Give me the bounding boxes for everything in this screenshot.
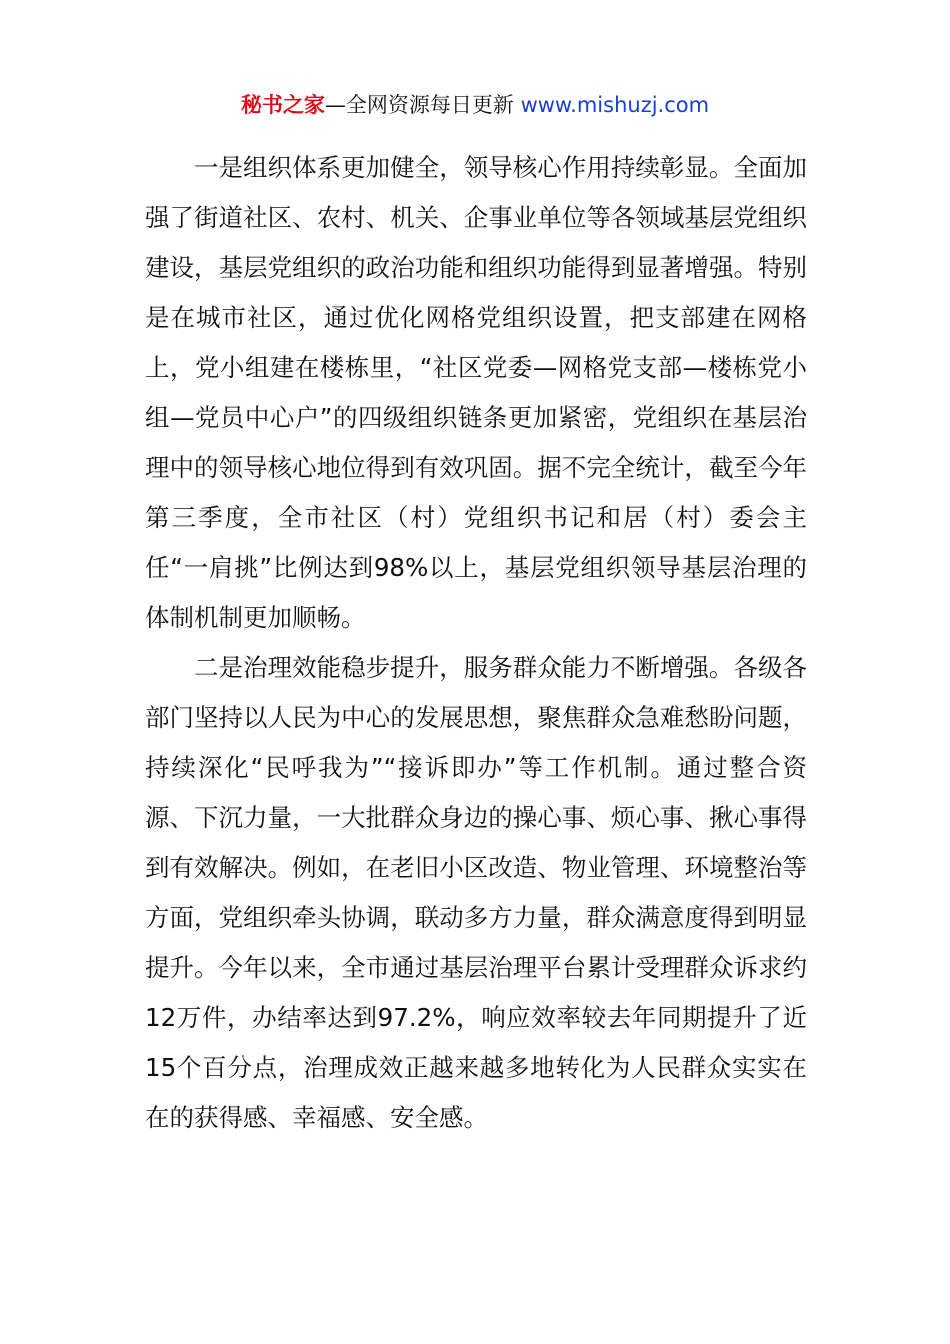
brand-name: 秘书之家 (240, 93, 325, 117)
site-header (0, 88, 950, 122)
paragraph-organization-system: 一是组织体系更加健全，领导核心作用持续彰显。全面加强了街道社区、农村、机关、企事业单位等各领域基层党组织建设，基层党组织的政治功能和组织功能得到显著增强。特别是在城市社区，通过优化网格党组织设置，把支部建在网格上，党小组建在楼栋里，“社区党委—网格党支部—楼栋党小组—党员中心户”的四级组织链条更加紧密，党组织在基层治理中的领导核心地位得到有效巩固。据不完全统计，截至今年第三季度，全市社区（村）党组织书记和居（村）委会主任“一肩挑”比例达到98%以上，基层党组织领导基层治理的体制机制更加顺畅。 (145, 153, 807, 632)
paragraph-governance-efficiency: 二是治理效能稳步提升，服务群众能力不断增强。各级各部门坚持以人民为中心的发展思想，聚焦群众急难愁盼问题，持续深化“民呼我为”“接诉即办”等工作机制。通过整合资源、下沉力量，一大批群众身边的操心事、烦心事、揪心事得到有效解决。例如，在老旧小区改造、物业管理、环境整治等方面，党组织牵头协调，联动多方力量，群众满意度得到明显提升。今年以来，全市通过基层治理平台累计受理群众诉求约12万件，办结率达到97.2%，响应效率较去年同期提升了近15个百分点，治理成效正越来越多地转化为人民群众实实在在的获得感、幸福感、安全感。 (145, 653, 807, 1132)
site-url-link[interactable]: www.mishuzj.com (520, 93, 710, 117)
document-body (145, 143, 807, 1143)
header-tagline: —全网资源每日更新 (324, 93, 521, 117)
